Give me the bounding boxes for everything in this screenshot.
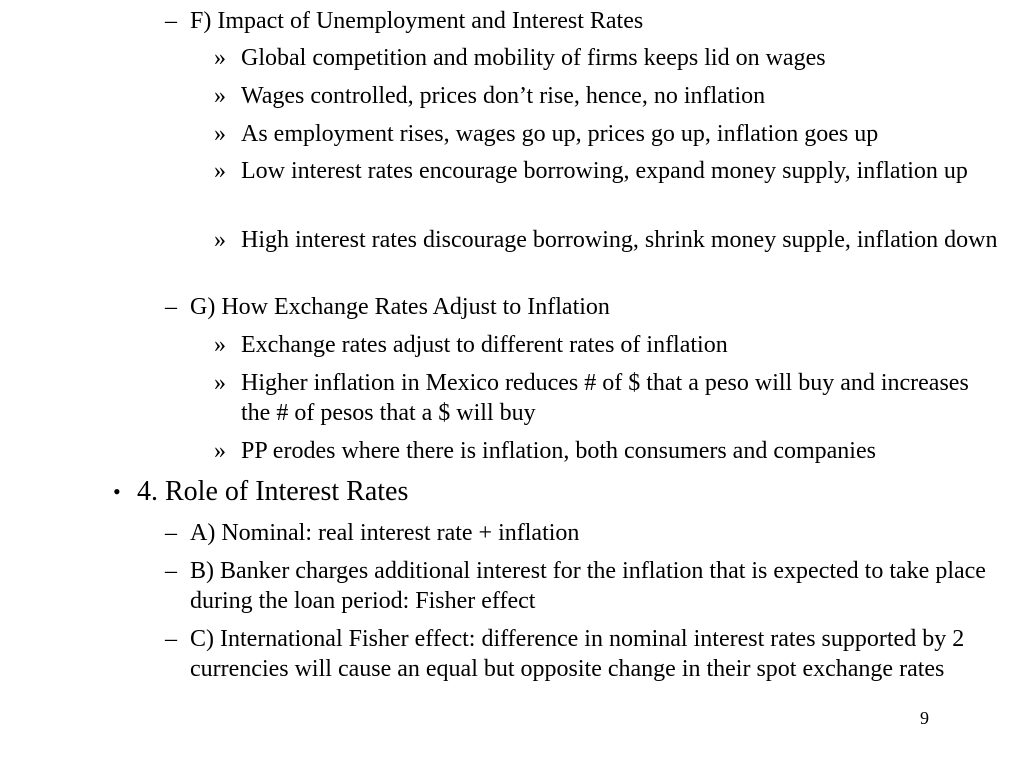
chevron-bullet: »: [214, 158, 226, 184]
outline-subitem: [214, 43, 1004, 73]
outline-subitem: [214, 156, 1004, 186]
outline-item-g: [165, 292, 1000, 322]
item-text: PP erodes where there is inflation, both consumers and companies: [241, 438, 876, 464]
chevron-bullet: »: [214, 227, 226, 253]
dash-bullet: –: [165, 294, 177, 320]
item-text: B) Banker charges additional interest for the inflation that is expected to take place during the loan period: Fisher effect: [190, 558, 986, 614]
outline-item-b: [165, 556, 1000, 616]
chevron-bullet: »: [214, 45, 226, 71]
outline-item-c: [165, 624, 1000, 684]
chevron-bullet: »: [214, 370, 226, 396]
item-text: A) Nominal: real interest rate + inflation: [190, 520, 580, 546]
item-text: C) International Fisher effect: difference in nominal interest rates supported by 2 currencies will cause an equal but opposite change in their spot exchange rates: [190, 626, 965, 682]
outline-heading-4: [113, 475, 1003, 509]
item-text: F) Impact of Unemployment and Interest Rates: [190, 8, 644, 34]
chevron-bullet: »: [214, 332, 226, 358]
dash-bullet: –: [165, 558, 177, 584]
item-text: High interest rates discourage borrowing, shrink money supple, inflation down: [241, 227, 998, 253]
outline-subitem: [214, 330, 1004, 360]
outline-subitem: [214, 225, 1004, 255]
outline-item-a: [165, 518, 1000, 548]
dash-bullet: –: [165, 8, 177, 34]
outline-subitem: [214, 119, 1004, 149]
outline-subitem: [214, 81, 1004, 111]
item-text: As employment rises, wages go up, prices go up, inflation goes up: [241, 121, 879, 147]
outline-subitem: [214, 368, 1004, 428]
heading-text: 4. Role of Interest Rates: [137, 476, 409, 507]
page-number: 9: [920, 708, 929, 728]
outline-item-f: [165, 6, 1000, 36]
dash-bullet: –: [165, 520, 177, 546]
chevron-bullet: »: [214, 83, 226, 109]
item-text: Low interest rates encourage borrowing, expand money supply, inflation up: [241, 158, 968, 184]
chevron-bullet: »: [214, 438, 226, 464]
round-bullet: •: [113, 479, 121, 504]
item-text: Global competition and mobility of firms keeps lid on wages: [241, 45, 826, 71]
dash-bullet: –: [165, 626, 177, 652]
item-text: Wages controlled, prices don’t rise, hence, no inflation: [241, 83, 766, 109]
item-text: Higher inflation in Mexico reduces # of $ that a peso will buy and increases the # of pesos that a $ will buy: [241, 370, 969, 426]
item-text: Exchange rates adjust to different rates of inflation: [241, 332, 728, 358]
chevron-bullet: »: [214, 121, 226, 147]
item-text: G) How Exchange Rates Adjust to Inflation: [190, 294, 610, 320]
outline-subitem: [214, 436, 1004, 466]
